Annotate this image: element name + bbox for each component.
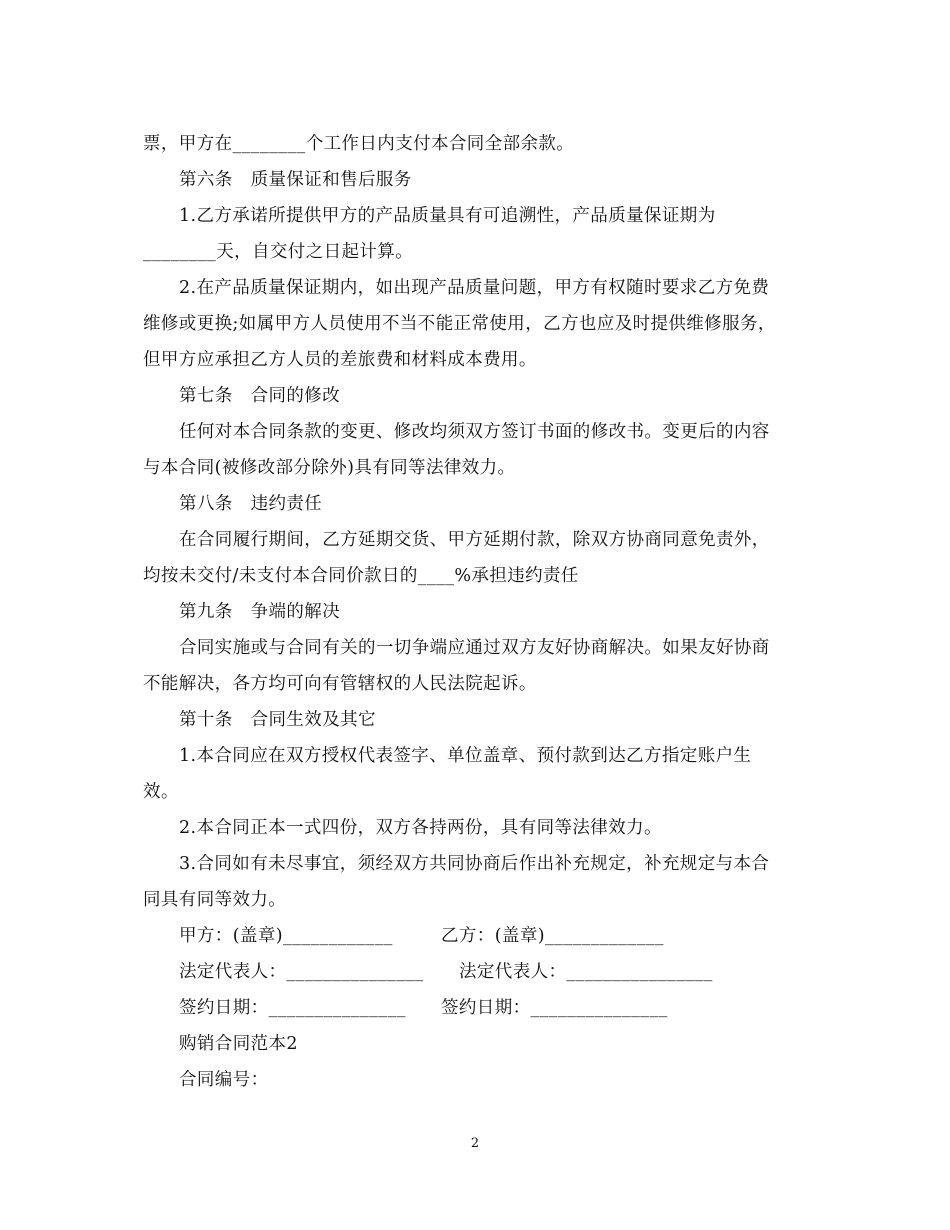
article-10-heading: 第十条 合同生效及其它	[179, 710, 376, 730]
article-9-heading: 第九条 争端的解决	[179, 602, 341, 622]
party-b-date: 签约日期：_______________	[441, 998, 668, 1018]
party-b-stamp: 乙方：(盖章)_____________	[441, 926, 664, 946]
paragraph-line: 与本合同(被修改部分除外)具有同等法律效力。	[143, 458, 516, 478]
paragraph-line: 1.本合同应在双方授权代表签字、单位盖章、预付款到达乙方指定账户生	[179, 746, 752, 766]
article-8-heading: 第八条 违约责任	[179, 494, 323, 514]
next-contract-title: 购销合同范本2	[179, 1034, 298, 1054]
paragraph-line: ________天，自交付之日起计算。	[143, 242, 414, 262]
paragraph-line: 维修或更换;如属甲方人员使用不当不能正常使用，乙方也应及时提供维修服务，	[143, 314, 776, 334]
page-number: 2	[470, 1136, 480, 1151]
party-a-representative: 法定代表人：_______________	[179, 962, 424, 982]
article-6-heading: 第六条 质量保证和售后服务	[179, 170, 412, 190]
paragraph-line: 合同实施或与合同有关的一切争端应通过双方友好协商解决。如果友好协商	[179, 638, 770, 658]
paragraph-line: 1.乙方承诺所提供甲方的产品质量具有可追溯性，产品质量保证期为	[179, 206, 716, 226]
paragraph-line: 2.在产品质量保证期内，如出现产品质量问题，甲方有权随时要求乙方免费	[179, 278, 770, 298]
contract-number-label: 合同编号：	[179, 1070, 269, 1090]
paragraph-line: 同具有同等效力。	[143, 890, 287, 910]
paragraph-line: 2.本合同正本一式四份，双方各持两份，具有同等法律效力。	[179, 818, 662, 838]
paragraph-line: 3.合同如有未尽事宜，须经双方共同协商后作出补充规定，补充规定与本合	[179, 854, 770, 874]
paragraph-line: 均按未交付/未支付本合同价款日的____%承担违约责任	[143, 566, 579, 586]
party-b-representative: 法定代表人：________________	[459, 962, 713, 982]
party-a-date: 签约日期：_______________	[179, 998, 406, 1018]
paragraph-line: 但甲方应承担乙方人员的差旅费和材料成本费用。	[143, 350, 537, 370]
paragraph-line: 不能解决，各方均可向有管辖权的人民法院起诉。	[143, 674, 537, 694]
article-7-heading: 第七条 合同的修改	[179, 386, 341, 406]
paragraph-line: 效。	[143, 782, 179, 802]
party-a-stamp: 甲方：(盖章)____________	[179, 926, 393, 946]
paragraph-line: 票，甲方在________个工作日内支付本合同全部余款。	[143, 134, 575, 154]
paragraph-line: 在合同履行期间，乙方延期交货、甲方延期付款，除双方协商同意免责外，	[179, 530, 770, 550]
paragraph-line: 任何对本合同条款的变更、修改均须双方签订书面的修改书。变更后的内容	[179, 422, 770, 442]
